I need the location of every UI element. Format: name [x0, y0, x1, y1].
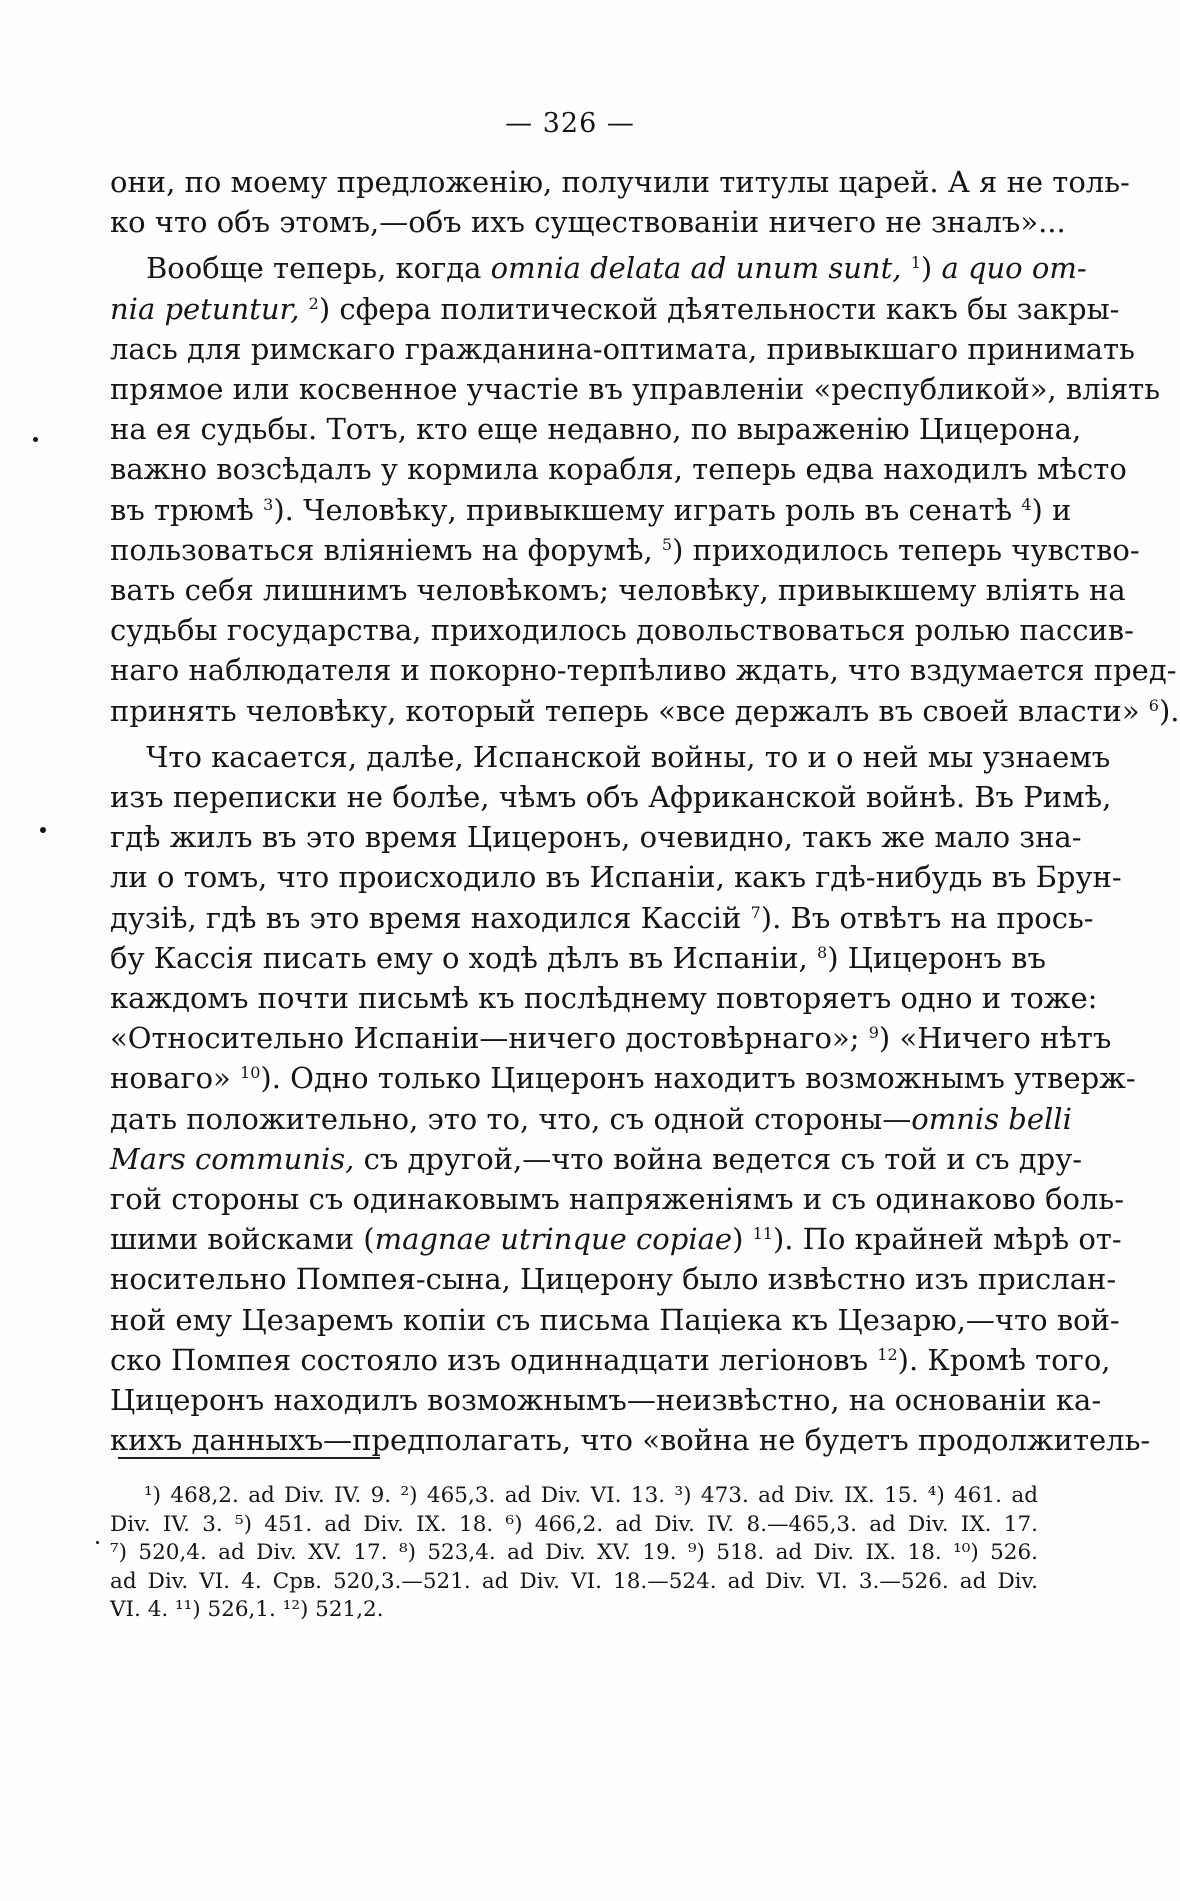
footnote-ref: 9 [868, 1023, 879, 1043]
footnote-ref: 11 [752, 1224, 773, 1244]
footnote-divider [118, 1457, 380, 1459]
footnote-ref: 10 [240, 1063, 261, 1083]
text-line: пользоваться вліяніемъ на форумѣ, $^5$) приходилось теперь чувство- [110, 532, 1140, 567]
footnote-line: ⁷) 520,4. ad Div. XV. 17. ⁸) 523,4. ad Div. XV. 19. ⁹) 518. ad Div. IX. 18. ¹⁰) 526. [110, 1540, 1038, 1565]
footnote-ref: 12 [877, 1344, 898, 1364]
footnote-ref: 4 [1021, 494, 1032, 514]
footnote-ref: 5 [661, 534, 673, 554]
text-line: ко что объ этомъ,—объ ихъ существованіи ничего не зналъ»... [110, 205, 1066, 240]
text-line: важно возсѣдалъ у кормила корабля, теперь едва находилъ мѣсто [110, 452, 1127, 487]
footnote-ref: 8 [817, 942, 828, 962]
text-line: Что касается, далѣе, Испанской войны, то и о ней мы узнаемъ [146, 739, 1111, 774]
text-line: дузіѣ, гдѣ въ это время находился Кассій $^7$). Въ отвѣтъ на прось- [110, 900, 1094, 935]
text-line: бу Кассія писать ему о ходѣ дѣлъ въ Испаніи, $^8$) Цицеронъ въ [110, 940, 1046, 975]
footnote-line: ¹) 468,2. ad Div. IV. 9. ²) 465,3. ad Div. VI. 13. ³) 473. ad Div. IX. 15. ⁴) 461. ad [144, 1483, 1038, 1508]
footnote-line: Div. IV. 3. ⁵) 451. ad Div. IX. 18. ⁶) 466,2. ad Div. IV. 8.—465,3. ad Div. IX. 17. [110, 1511, 1038, 1537]
text-line: Mars communis, съ другой,—что война ведется съ той и съ дру- [110, 1141, 1083, 1176]
text-line: вать себя лишнимъ человѣкомъ; человѣку, привыкшему вліять на [110, 573, 1126, 608]
footnote-ref: 1 [910, 253, 921, 273]
text-line: принять человѣку, который теперь «все держалъ въ своей власти» $^6$). [110, 693, 1180, 728]
body-text [110, 162, 1180, 1461]
text-line: прямое или косвенное участіе въ управленіи «республикой», вліять [110, 372, 1161, 407]
text-line: Цицеронъ находилъ возможнымъ—неизвѣстно, на основаніи ка- [110, 1383, 1102, 1418]
text-line: гой стороны съ одинаковымъ напряженіямъ и съ одинаково боль- [110, 1182, 1124, 1217]
text-line: ско Помпея состояло изъ одиннадцати легіоновъ $^{12}$). Кромѣ того, [110, 1342, 1111, 1377]
text-line: новаго» $^{10}$). Одно только Цицеронъ находитъ возможнымъ утверж- [110, 1061, 1136, 1096]
text-line: изъ переписки не болѣе, чѣмъ объ Африканской войнѣ. Въ Римѣ, [110, 780, 1112, 815]
text-line: nia petuntur, $^2$) сфера политической дѣятельности какъ бы закры- [110, 291, 1120, 326]
text-line: судьбы государства, приходилось довольствоваться ролью пассив- [110, 613, 1134, 648]
text-line: наго наблюдателя и покорно-терпѣливо ждать, что вздумается пред- [110, 653, 1177, 688]
text-line: ной ему Цезаремъ копіи съ письма Паціека къ Цезарю,—что вой- [110, 1302, 1120, 1337]
text-line: кихъ данныхъ—предполагать, что «война не будетъ продолжитель- [110, 1423, 1151, 1458]
text-line: «Относительно Испаніи—ничего достовѣрнаго»; $^9$) «Ничего нѣтъ [110, 1021, 1112, 1056]
footnote-ref: 6 [1148, 695, 1159, 715]
margin-speck [33, 437, 38, 442]
footnote-ref: 7 [750, 902, 761, 922]
footnote-line: VI. 4. ¹¹) 526,1. ¹²) 521,2. [110, 1597, 384, 1622]
footnotes [110, 1482, 1038, 1625]
page-number: — 326 — [505, 108, 635, 139]
paragraph [110, 737, 1151, 1461]
text-line: на ея судьбы. Тотъ, кто еще недавно, по выраженію Цицерона, [110, 412, 1082, 447]
paragraph [110, 248, 1180, 730]
text-line: въ трюмѣ $^3$). Человѣку, привыкшему играть роль въ сенатѣ $^4$) и [110, 492, 1072, 527]
text-line: дать положительно, это то, что, съ одной стороны—omnis belli [110, 1101, 1072, 1136]
text-line: они, по моему предложенію, получили титулы царей. А я не толь- [110, 165, 1130, 199]
text-line: лась для римскаго гражданина-оптимата, привыкшаго принимать [110, 331, 1135, 366]
margin-speck [40, 827, 46, 833]
footnote-ref: 3 [263, 494, 274, 514]
text-line: носительно Помпея-сына, Цицерону было извѣстно изъ прислан- [110, 1262, 1117, 1297]
text-line: каждомъ почти письмѣ къ послѣднему повторяетъ одно и тоже: [110, 981, 1098, 1016]
paragraph [110, 162, 1130, 242]
text-line: ли о томъ, что происходило въ Испаніи, какъ гдѣ-нибудь въ Брун- [110, 860, 1122, 895]
text-line: гдѣ жилъ въ это время Цицеронъ, очевидно, такъ же мало зна- [110, 820, 1082, 855]
text-line: Вообще теперь, когда omnia delata ad unum sunt, $^1$) a quo om- [146, 251, 1087, 286]
footnote-ref: 2 [308, 293, 319, 313]
margin-speck [96, 1541, 99, 1544]
footnote-line: ad Div. VI. 4. Срв. 520,3.—521. ad Div. VI. 18.—524. ad Div. VI. 3.—526. ad Div. [110, 1568, 1038, 1594]
text-line: шими войсками (magnae utrinque copiae) $^{11}$). По крайней мѣрѣ от- [110, 1222, 1122, 1257]
